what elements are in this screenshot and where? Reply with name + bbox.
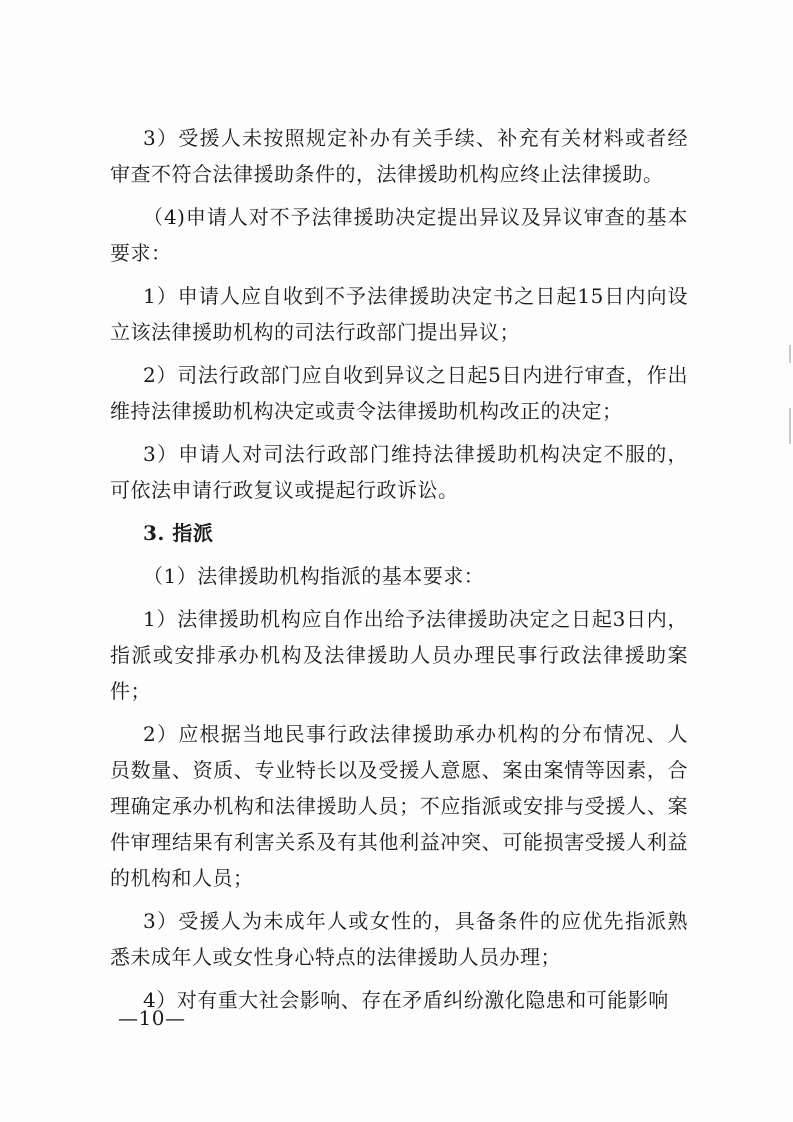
paragraph-termination: 3）受援人未按照规定补办有关手续、补充有关材料或者经审查不符合法律援助条件的，法律援助机构应终止法律援助。 — [110, 126, 688, 186]
paragraph-major-cases: 4）对有重大社会影响、存在矛盾纠纷激化隐患和可能影响 — [143, 988, 669, 1012]
section-heading-assignment: 3. 指派 — [143, 521, 214, 545]
paragraph-assignment-factors: 2）应根据当地民事行政法律援助承办机构的分布情况、人员数量、资质、专业特长以及受援人意愿、案由案情等因素，合理确定承办机构和法律援助人员；不应指派或安排与受援人、案件审理结果有利害关系及有其他利益冲突、可能损害受援人利益的机构和人员； — [110, 722, 688, 890]
paragraph-objection-review: 2）司法行政部门应自收到异议之日起5日内进行审查，作出维持法律援助机构决定或责令法律援助机构改正的决定； — [110, 363, 688, 423]
paragraph-objection-requirements: （4)申请人对不予法律援助决定提出异议及异议审查的基本要求： — [110, 205, 688, 265]
scan-edge-mark — [789, 408, 791, 444]
document-body — [110, 120, 688, 1025]
scan-edge-mark — [789, 345, 791, 363]
paragraph-administrative-reconsideration: 3）申请人对司法行政部门维持法律援助机构决定不服的，可依法申请行政复议或提起行政诉讼。 — [110, 442, 688, 502]
page-number: —10— — [118, 1006, 186, 1030]
paragraph-minors-women: 3）受援人为未成年人或女性的，具备条件的应优先指派熟悉未成年人或女性身心特点的法律援助人员办理； — [110, 909, 688, 969]
paragraph-objection-deadline: 1）申请人应自收到不予法律援助决定书之日起15日内向设立该法律援助机构的司法行政部门提出异议； — [110, 284, 688, 344]
paragraph-assignment-requirements: （1）法律援助机构指派的基本要求： — [143, 564, 485, 588]
paragraph-assignment-deadline: 1）法律援助机构应自作出给予法律援助决定之日起3日内，指派或安排承办机构及法律援助人员办理民事行政法律援助案件； — [110, 607, 688, 703]
